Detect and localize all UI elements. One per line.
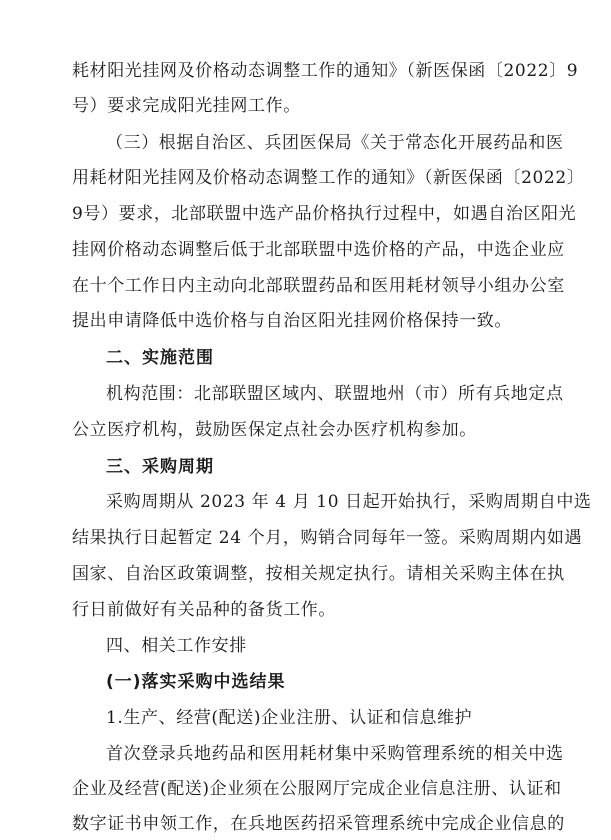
text-line: 9号）要求，北部联盟中选产品价格执行过程中，如遇自治区阳光 — [72, 204, 577, 224]
text-line: 公立医疗机构，鼓励医保定点社会办医疗机构参加。 — [72, 420, 477, 440]
text-line: 行日前做好有关品种的备货工作。 — [72, 600, 336, 620]
text-line: 结果执行日起暂定 24 个月，购销合同每年一签。采购周期内如遇 — [72, 528, 583, 548]
text-line: 首次登录兵地药品和医用耗材集中采购管理系统的相关中选 — [106, 744, 564, 764]
text-line: 采购周期从 2023 年 4 月 10 日起开始执行，采购周期自中选 — [106, 492, 592, 512]
text-line: 数字证书申领工作，在兵地医药招采管理系统中完成企业信息的 — [72, 814, 565, 834]
text-line: 用耗材阳光挂网及价格动态调整工作的通知》（新医保函〔2022〕 — [72, 168, 585, 188]
section-heading: 三、采购周期 — [106, 457, 214, 477]
section-heading: 二、实施范围 — [106, 348, 214, 368]
text-line: 企业及经营(配送)企业须在公服网厅完成企业信息注册、认证和 — [72, 779, 562, 799]
text-line: 国家、自治区政策调整，按相关规定执行。请相关采购主体在执 — [72, 564, 565, 584]
text-line: 机构范围：北部联盟区域内、联盟地州（市）所有兵地定点 — [106, 384, 564, 404]
text-line: 号）要求完成阳光挂网工作。 — [72, 96, 301, 116]
text-line: 挂网价格动态调整后低于北部联盟中选价格的产品，中选企业应 — [72, 240, 565, 260]
subsection-heading: (一)落实采购中选结果 — [106, 672, 286, 692]
item-heading: 1.生产、经营(配送)企业注册、认证和信息维护 — [106, 708, 473, 728]
text-line: （三）根据自治区、兵团医保局《关于常态化开展药品和医 — [106, 133, 564, 153]
text-line: 提出申请降低中选价格与自治区阳光挂网价格保持一致。 — [72, 311, 512, 331]
section-heading: 四、相关工作安排 — [106, 636, 247, 656]
text-line: 在十个工作日内主动向北部联盟药品和医用耗材领导小组办公室 — [72, 276, 565, 296]
text-line: 耗材阳光挂网及价格动态调整工作的通知》（新医保函〔2022〕9 — [72, 61, 579, 81]
